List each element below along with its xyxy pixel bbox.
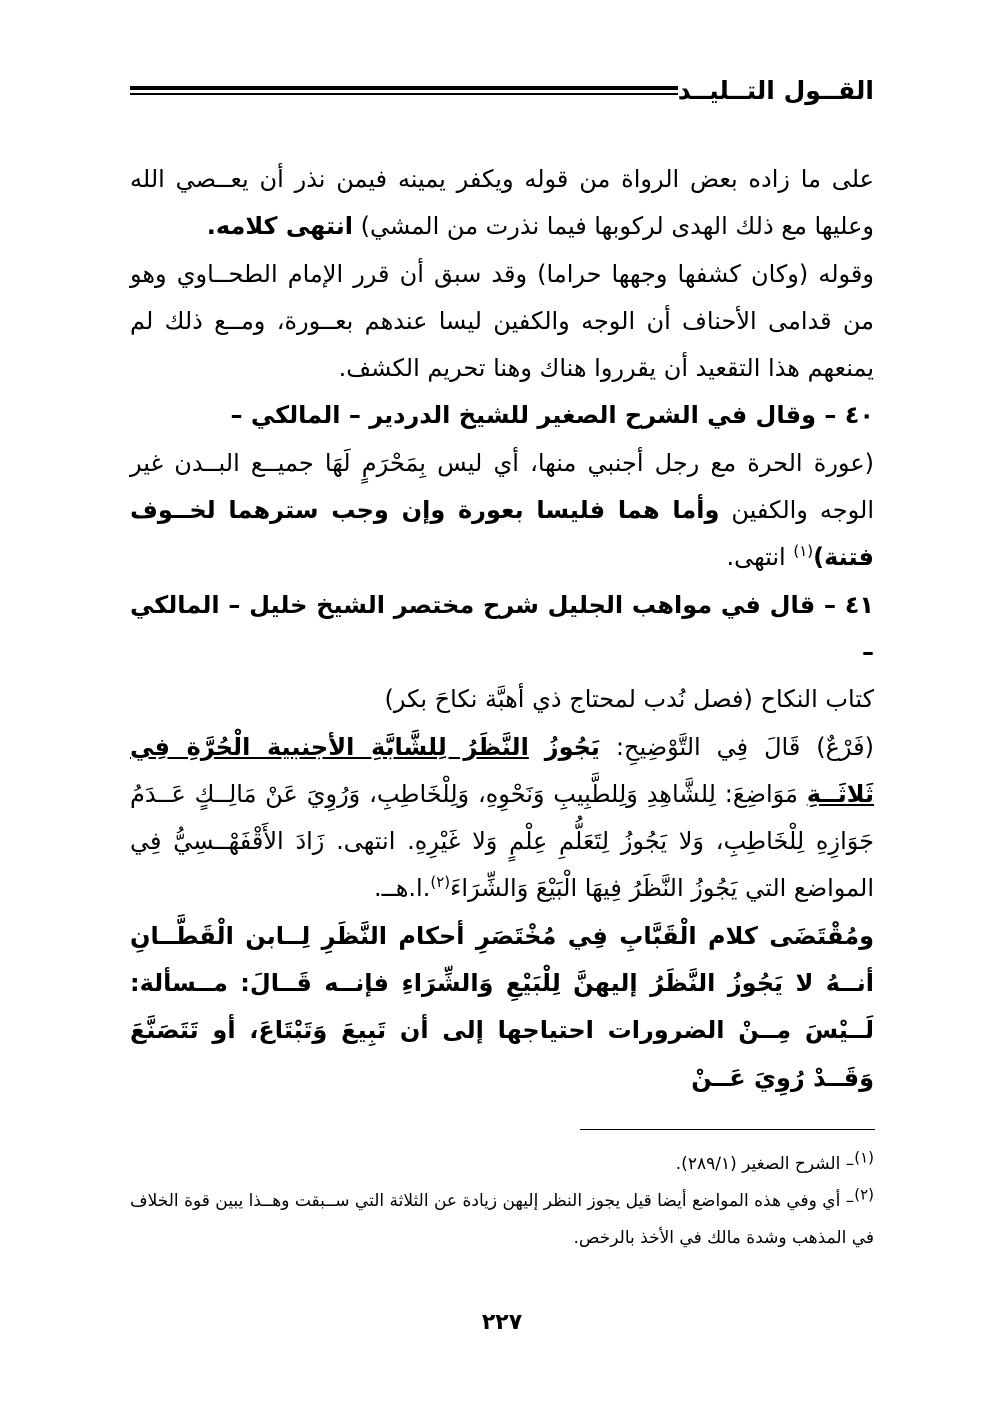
main-text xyxy=(130,156,874,1102)
paragraph-5-underlined: النَّظَرُ لِلشَّابَّةِ الأجنبية الْحُرَّةِ فِي ثَلاثَــةِ xyxy=(130,732,874,808)
header-double-rule xyxy=(130,86,678,95)
footnote-1-marker: (١) xyxy=(854,1148,874,1167)
paragraph-5-intro: (فَرْعٌ) قَالَ فِي التَّوْضِيحِ: xyxy=(615,732,875,761)
running-header-title: القــول التــليــد xyxy=(677,76,874,105)
paragraph-3-end: انتهى. xyxy=(726,543,786,572)
paragraph-5 xyxy=(130,724,874,913)
footnote-2-text: – أي وفي هذه المواضع أيضا قيل يجوز النظر إليهن زيادة عن الثلاثة التي ســبقت وهــذا يبين قوة الخلاف في المذهب وشدة مالك في الأخذ بالرخص. xyxy=(130,1191,874,1248)
paragraph-5-bold: يَجُوزُ xyxy=(544,732,600,761)
page-number: ٢٢٧ xyxy=(481,1310,523,1335)
heading-41: ٤١ – قال في مواهب الجليل شرح مختصر الشيخ خليل – المالكي – xyxy=(130,590,874,666)
paragraph-1 xyxy=(130,156,874,251)
paragraph-1-text: على ما زاده بعض الرواة من قوله ويكفر يمينه فيمن نذر أن يعــصي الله وعليها مع ذلك الهدى لركوبها فيما نذرت من المشي) xyxy=(130,165,874,241)
footnote-2-marker: (٢) xyxy=(854,1185,874,1204)
paragraph-1-bold: انتهى كلامه. xyxy=(206,212,354,241)
paragraph-3-bold: وأما هما فليسا بعورة وإن وجب سترهما لخــوف فتنة) xyxy=(130,496,874,572)
footnote-ref-2[interactable]: (٢) xyxy=(430,873,451,892)
footnote-separator xyxy=(580,1129,875,1130)
footnote-ref-1[interactable]: (١) xyxy=(793,542,814,561)
heading-40: ٤٠ – وقال في الشرح الصغير للشيخ الدردير – المالكي – xyxy=(230,401,874,430)
paragraph-4: كتاب النكاح (فصل نُدب لمحتاج ذي أهبَّة نكاحَ بكر) xyxy=(384,685,874,714)
paragraph-5-text: مَوَاضِعَ: لِلشَّاهِدِ وَلِلطَّبِيبِ وَنَحْوِهِ، وَلِلْخَاطِبِ، وَرُوِيَ عَنْ مَالِــكٍ عَــدَمُ جَوَازِهِ لِلْخَاطِبِ، وَلا يَجُوزُ لِتَعَلُّمِ عِلْمٍ وَلا غَيْرِهِ. انتهى. زَادَ الأَقْفَهْــسِيُّ فِي المواضع التي يَجُوزُ النَّظَرُ فِيهَا الْبَيْعَ وَالشِّرَاءَ xyxy=(130,779,874,903)
footnote-1 xyxy=(130,1146,874,1183)
paragraph-2: وقوله (وكان كشفها وجهها حراما) وقد سبق أن قرر الإمام الطحــاوي وهو من قدامى الأحناف أن الوجه والكفين ليسا عندهم بعــورة، ومــع ذلك لم يمنعهم هذا التقعيد أن يقرروا هناك وهنا تحريم الكشف. xyxy=(130,259,874,383)
footnote-1-text: – الشرح الصغير (٢٨٩/١). xyxy=(675,1154,855,1174)
paragraph-6: ومُقْتَضَى كلام الْقَبَّابِ فِي مُخْتَصَرِ أحكام النَّظَرِ لِــابن الْقَطَّــانِ أنــهُ لا يَجُوزُ النَّظَرُ إليهنَّ لِلْبَيْعِ وَالشِّرَاءِ فإنــه قَــالَ: مــسألة: لَــيْسَ مِــنْ الضرورات احتياجها إلى أن تَبِيعَ وَتَبْتَاعَ، أو تَتَصَنَّعَ وَقَــدْ رُوِيَ عَــنْ xyxy=(130,921,874,1092)
paragraph-5-end: .ا.هــ. xyxy=(374,874,431,903)
paragraph-3 xyxy=(130,440,874,582)
paragraph-3-text: (عورة الحرة مع رجل أجنبي منها، أي ليس بِمَحْرَمٍ لَهَا جميــع البــدن غير الوجه والكفين xyxy=(130,448,874,525)
footnotes xyxy=(130,1146,874,1257)
footnote-2 xyxy=(130,1183,874,1257)
